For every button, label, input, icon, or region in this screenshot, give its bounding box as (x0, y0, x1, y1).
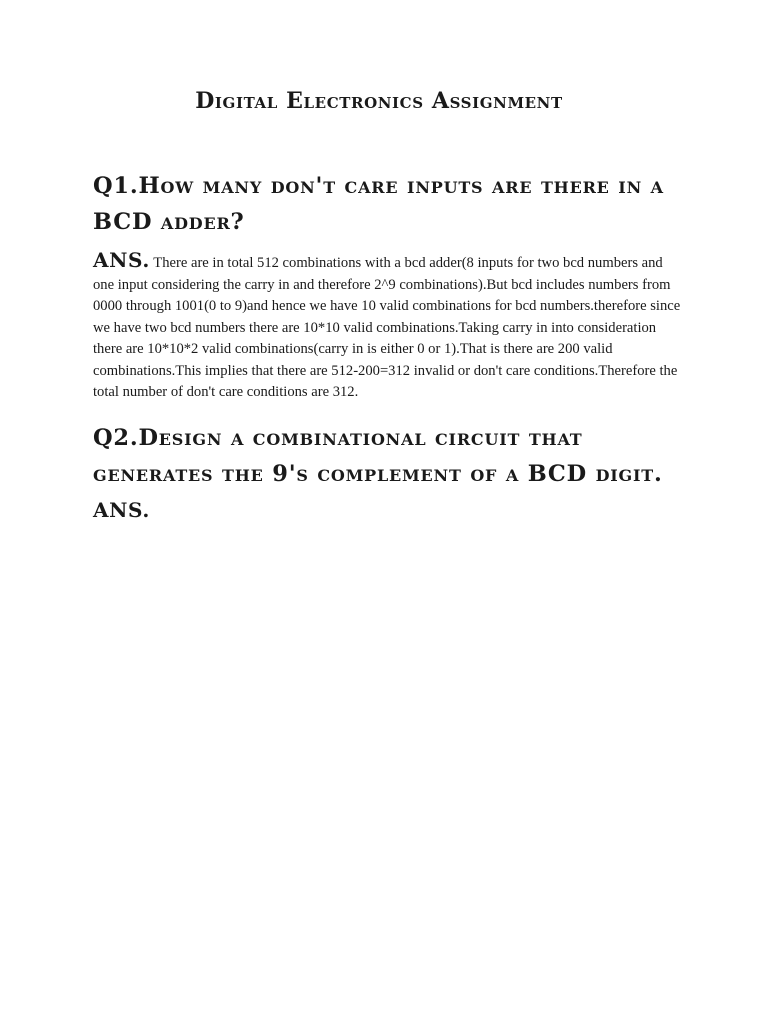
answer-1-text: There are in total 512 combinations with a bcd adder(8 inputs for two bcd numbers and one input considering the carry in and therefore 2^9 combinations).But bcd includes numbers from 0000 through 1001(0 to 9)and hence we have 10 valid combinations for bcd numbers.therefore since we have two bcd numbers there are 10*10 valid combinations.Taking carry in into consideration there are 10*10*2 valid combinations(carry in is either 0 or 1).That is there are 200 valid combinations.This implies that there are 512-200=312 invalid or don't care conditions.Therefore the total number of don't care conditions are 312. (93, 255, 681, 400)
answer-1-label: ANS. (93, 248, 150, 272)
answer-2 (93, 500, 687, 525)
question-2: Q2.Design a combinational circuit that generates the 9's complement of a BCD digit. (93, 425, 663, 487)
answer-2-label: ANS. (93, 498, 150, 522)
answer-1 (93, 250, 687, 404)
page-title: Digital Electronics Assignment (195, 88, 563, 114)
question-1: Q1.How many don't care inputs are there in a BCD adder? (93, 173, 664, 235)
